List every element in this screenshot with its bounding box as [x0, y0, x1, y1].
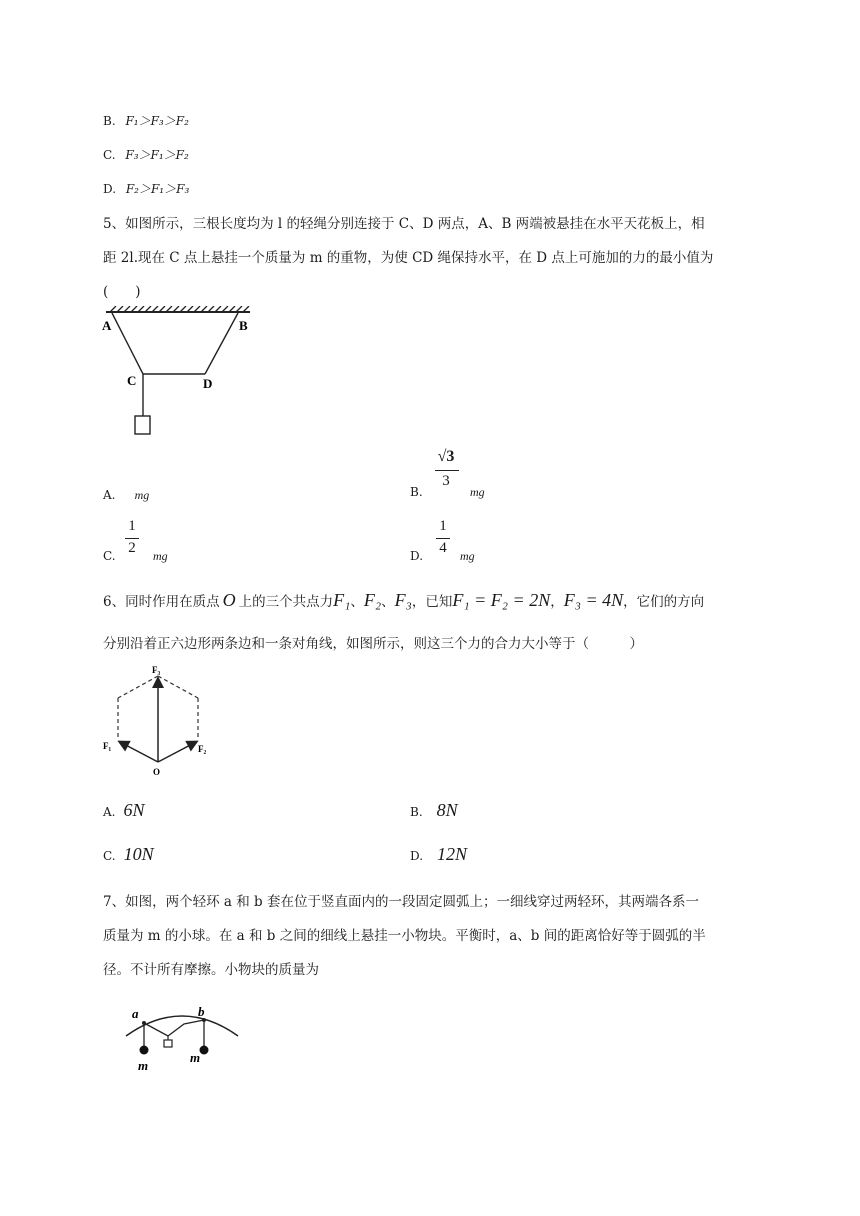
option-value: 12N — [437, 844, 468, 864]
option-value: 6N — [123, 800, 145, 820]
fraction-numerator: 1 — [439, 518, 447, 534]
option-value: mg — [470, 485, 485, 499]
q5-option-b — [410, 448, 530, 502]
option-label: B. — [103, 114, 116, 128]
option-value: 8N — [436, 800, 458, 820]
q7-line1: 7、如图，两个轻环 a 和 b 套在位于竖直面内的一段固定圆弧上；一细线穿过两轻环，其两端各系一 — [103, 894, 699, 910]
force-f2: F₂ — [363, 590, 382, 610]
rope-db — [205, 313, 238, 374]
equation-f3: F₃ = 4N — [563, 590, 624, 610]
arrow-f1 — [120, 742, 158, 762]
q5-line1: 5、如图所示，三根长度均为 l 的轻绳分别连接于 C、D 两点，A、B 两端被悬挂在水平天花板上，相 — [103, 216, 705, 232]
q6-option-b — [410, 800, 458, 821]
fraction-numerator: √3 — [437, 448, 455, 465]
q6-separator: 、 — [381, 594, 395, 610]
rope-ac — [112, 313, 143, 374]
q5-option-c — [103, 518, 223, 568]
label-a: a — [132, 1006, 139, 1021]
ball-left — [140, 1046, 149, 1055]
option-label: C. — [103, 148, 116, 162]
fraction-denominator: 4 — [439, 540, 447, 556]
option-d-prev — [103, 180, 189, 197]
option-value: 10N — [123, 844, 154, 864]
option-text: F₃＞F₁＞F₂ — [125, 148, 189, 162]
label-a: A — [102, 318, 112, 333]
option-text: F₂＞F₁＞F₃ — [125, 182, 190, 196]
q5-rope-figure — [100, 306, 260, 440]
string-middle — [144, 1020, 204, 1036]
option-value: mg — [460, 549, 475, 563]
label-o: O — [153, 767, 161, 777]
q6-hexagon-figure — [100, 662, 220, 778]
option-label: A. — [103, 488, 116, 502]
label-f3: F₃ — [152, 665, 161, 675]
label-d: D — [203, 376, 213, 391]
q6-text: ，已知 — [411, 594, 453, 610]
q6-line2: 分别沿着正六边形两条边和一条对角线，如图所示，则这三个力的合力大小等于（ ） — [103, 636, 643, 652]
fraction-bar — [435, 470, 459, 471]
option-b-prev — [103, 112, 189, 129]
q6-option-d — [410, 844, 467, 865]
small-block — [164, 1040, 172, 1047]
label-b: b — [198, 1006, 205, 1019]
fraction-denominator: 2 — [128, 540, 136, 556]
ball-right — [200, 1046, 209, 1055]
q5-option-a — [103, 484, 149, 503]
option-value: mg — [134, 488, 150, 502]
fraction-numerator: 1 — [128, 518, 136, 534]
q6-separator: 、 — [350, 594, 364, 610]
q6-text: 上的三个共点力 — [238, 594, 334, 610]
force-f1: F₁ — [333, 590, 351, 610]
option-label: B. — [410, 485, 423, 499]
q5-line2: 距 2l.现在 C 点上悬挂一个质量为 m 的重物，为使 CD 绳保持水平，在 D 点上可施加的力的最小值为 — [103, 250, 714, 266]
fraction-bar — [125, 538, 139, 539]
option-value: mg — [153, 549, 168, 563]
q7-line3: 径。不计所有摩擦。小物块的质量为 — [103, 962, 319, 978]
equation-f1-f2: F₁ = F₂ = 2N — [452, 590, 551, 610]
label-m-left: m — [138, 1058, 149, 1073]
label-f2: F₂ — [198, 744, 207, 754]
q6-option-a — [103, 800, 145, 821]
q7-line2: 质量为 m 的小球。在 a 和 b 之间的细线上悬挂一小物块。平衡时，a、b 间的距离恰好等于圆弧的半 — [103, 928, 706, 944]
option-label: B. — [410, 805, 423, 819]
q5-option-d — [410, 518, 530, 568]
fraction-denominator: 3 — [442, 473, 450, 489]
label-b: B — [239, 318, 248, 333]
q6-text: ，它们的方向 — [623, 594, 705, 610]
label-f1: F₁ — [103, 741, 112, 751]
weight-block — [135, 416, 150, 434]
force-f3: F₃ — [394, 590, 412, 610]
option-label: D. — [410, 549, 424, 563]
option-text: F₁＞F₃＞F₂ — [125, 114, 189, 128]
label-m-right: m — [190, 1050, 201, 1065]
option-label: C. — [103, 849, 116, 863]
arrow-f2 — [158, 742, 196, 762]
q6-line1 — [103, 590, 704, 616]
option-label: D. — [410, 849, 424, 863]
option-label: A. — [103, 805, 116, 819]
option-label: D. — [103, 182, 117, 196]
q7-arc-figure — [118, 1006, 246, 1076]
q6-text: ， — [550, 594, 564, 610]
q6-text: 6、同时作用在质点 — [103, 594, 220, 610]
option-c-prev — [103, 146, 189, 163]
label-c: C — [127, 373, 137, 388]
option-label: C. — [103, 549, 116, 563]
q5-line3: ( ) — [103, 284, 141, 300]
point-o: O — [222, 590, 236, 610]
fraction-bar — [436, 538, 450, 539]
q6-option-c — [103, 844, 154, 865]
